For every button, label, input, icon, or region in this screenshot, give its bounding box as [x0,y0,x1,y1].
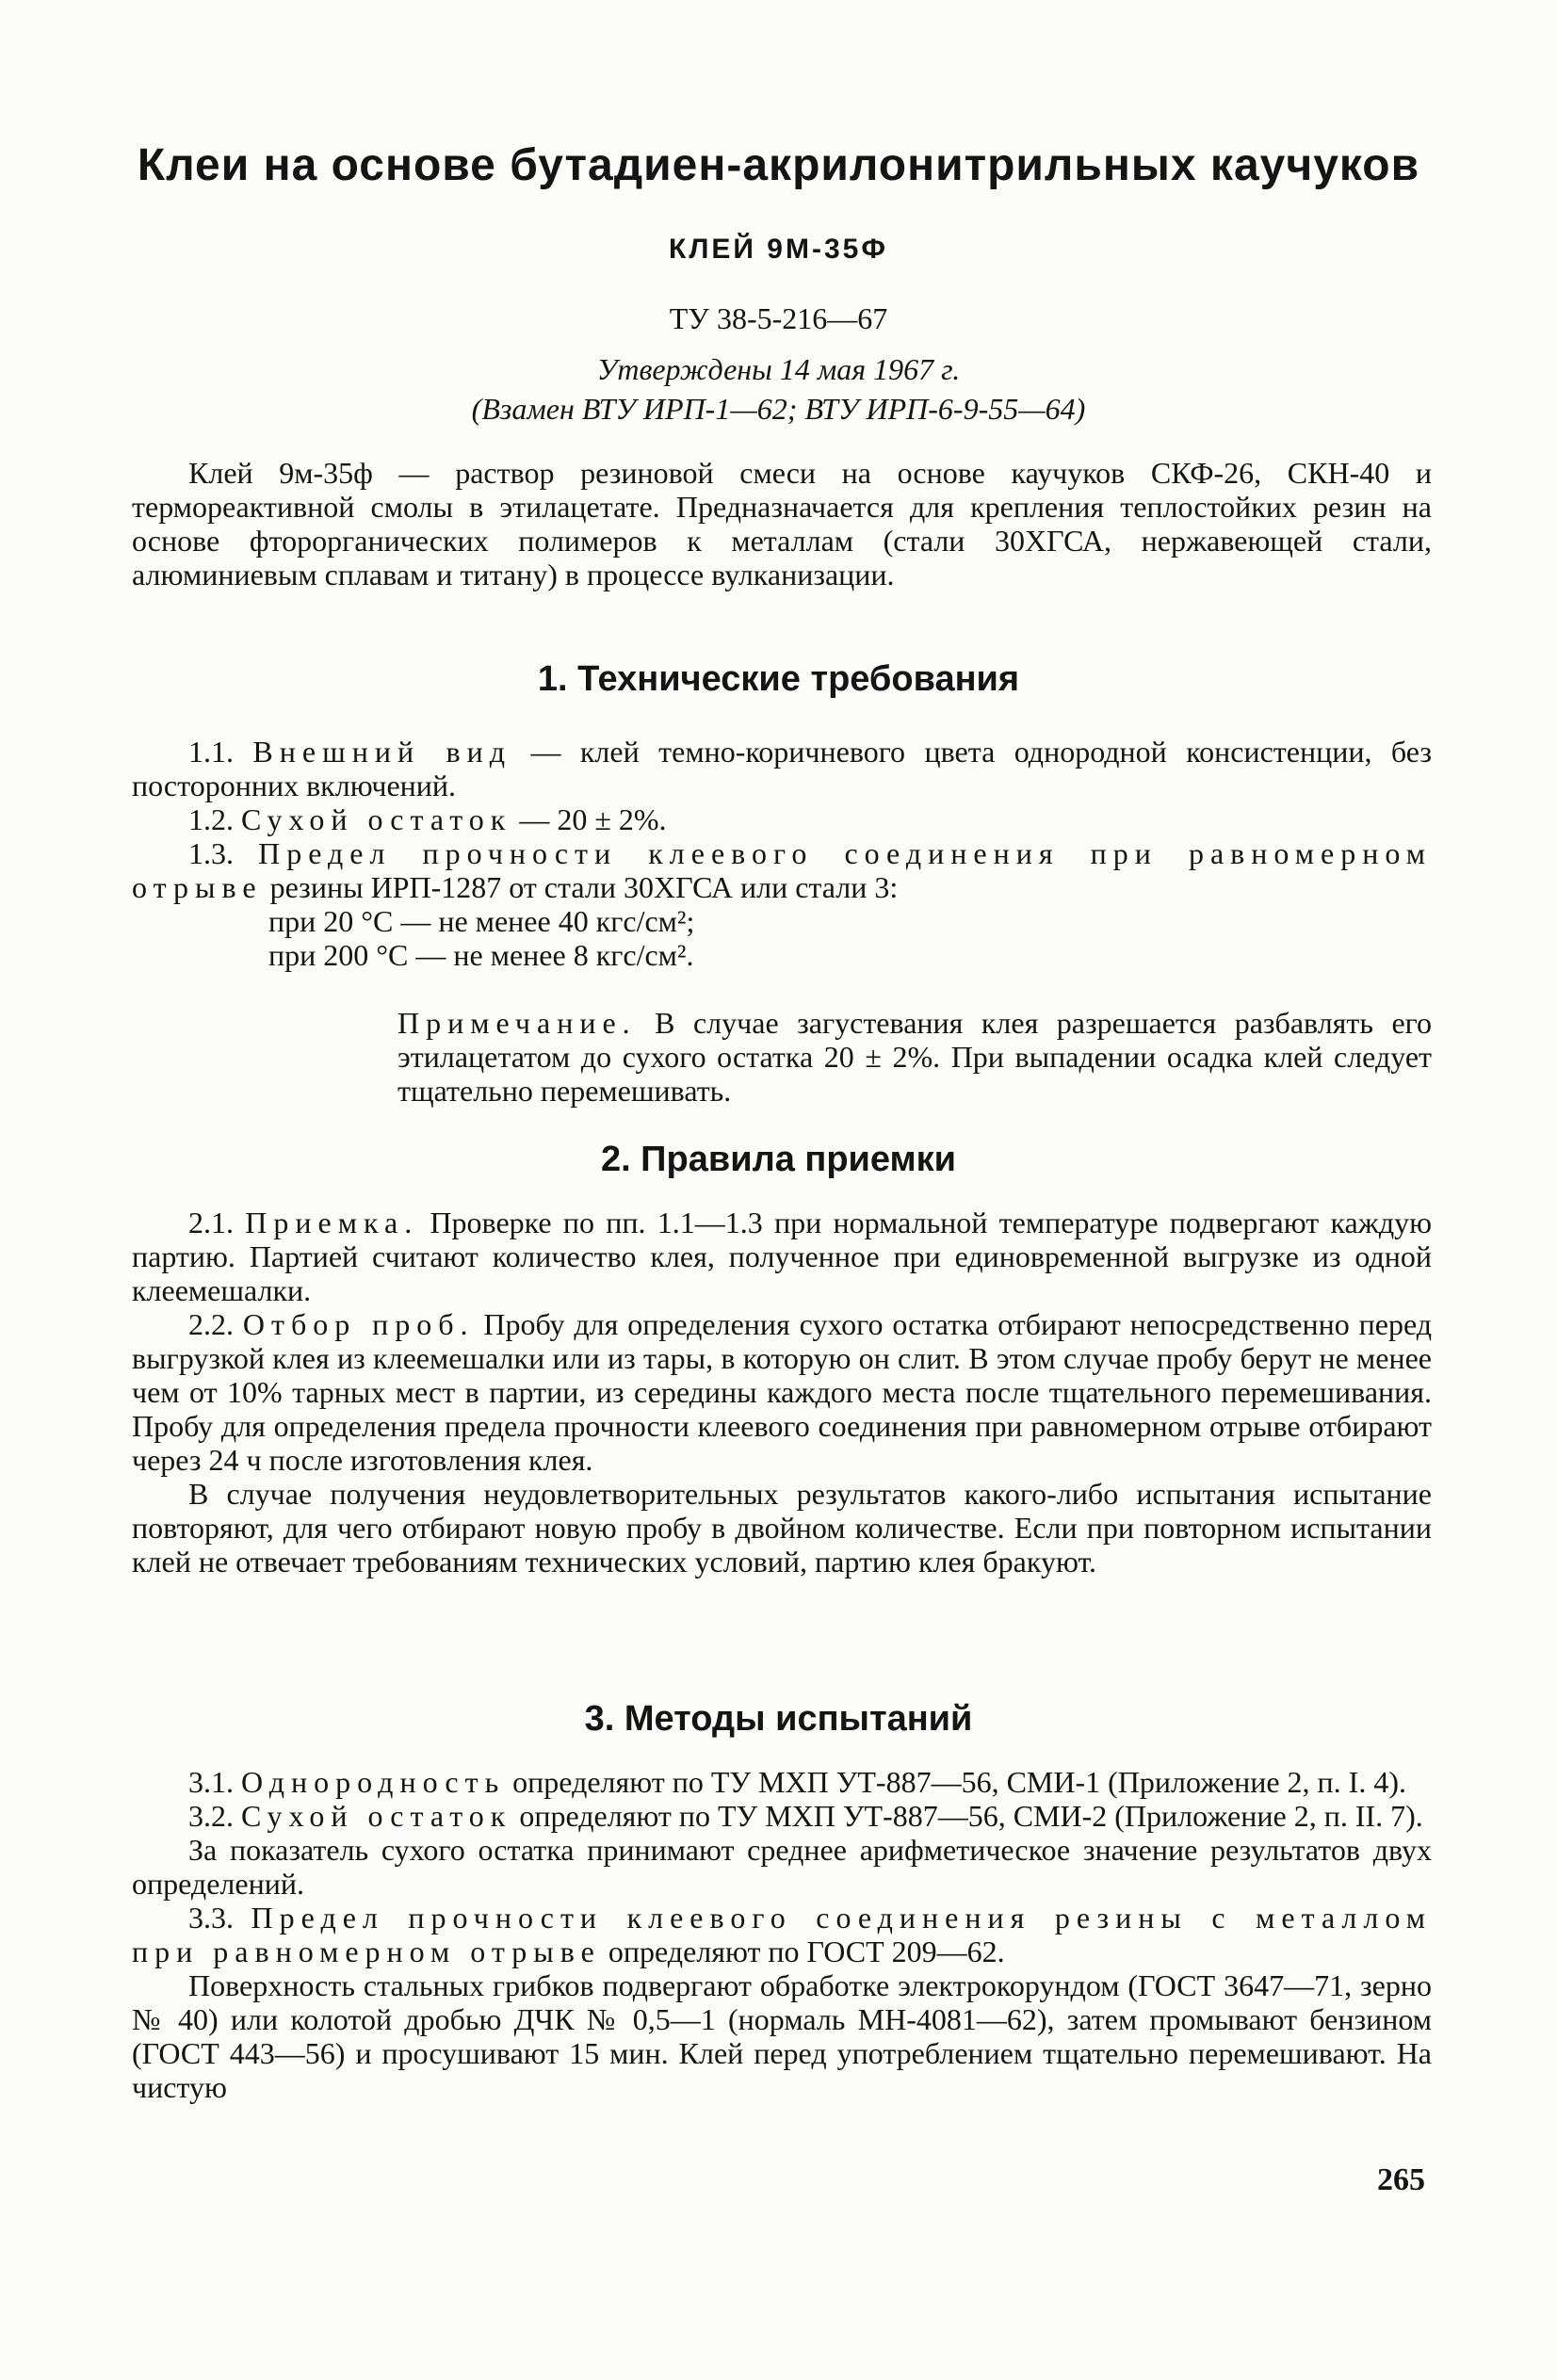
item-text: — 20 ± 2%. [511,802,667,836]
item-number: 3.3. [188,1901,234,1935]
note-text: В случае загустевания клея разрешается разбавлять его этилацетатом до сухого остатка 20 ± 2%. При выпадении осадка клей следует тщательно перемешивать. [397,1006,1432,1108]
item-number: 2.1. [188,1206,234,1239]
item-text: резины ИРП-1287 от стали 30ХГСА или стали 3: [262,870,899,904]
product-title: КЛЕЙ 9М-35Ф [669,234,888,265]
item-text: Проверке по пп. 1.1—1.3 при нормальной температуре подвергают каждую партию. Партией считают количество клея, полученное при единовременной выгрузке из одной клеемешалки. [132,1206,1433,1307]
dry-residue-paragraph: За показатель сухого остатка принимают среднее арифметическое значение результатов двух определений. [132,1833,1432,1901]
intro-block [132,456,1432,591]
replaces-note: (Взамен ВТУ ИРП-1—62; ВТУ ИРП-6-9-55—64) [471,392,1086,426]
item-2-1 [132,1206,1432,1307]
item-term: Однородность [241,1765,506,1799]
page-number: 265 [1377,2162,1425,2197]
item-term: Предел прочности клеевого соединения при равномерном отрыве [132,836,1433,904]
item-number: 3.2. [188,1799,234,1833]
item-term: Сухой остаток [241,802,512,836]
item-text: определяют по ГОСТ 209—62. [600,1935,1005,1968]
item-number: 3.1. [188,1765,234,1799]
item-term: Отбор проб. [242,1307,475,1341]
item-text: Пробу для определения сухого остатка отбирают непосредственно перед выгрузкой клея из клеемешалки или из тары, в которую он слит. В этом случае пробу берут не менее чем от 10% тарных мест в партии, из середины каждого места после тщательного перемешивания. Пробу для определения предела прочности клеевого соединения при равномерном отрыве отбирают через 24 ч после изготовления клея. [132,1307,1433,1477]
section-title-2: 2. Правила приемки [600,1140,957,1179]
item-1-1 [132,735,1432,802]
intro-paragraph: Клей 9м-35ф — раствор резиновой смеси на основе каучуков СКФ-26, СКН-40 и термореактивной смолы в этилацетате. Предназначается для крепления теплостойких резин на основе фторорганических полимеров к металлам (стали 30ХГСА, нержавеющей стали, алюминиевым сплавам и титану) в процессе вулканизации. [132,456,1432,591]
rejection-paragraph: В случае получения неудовлетворительных результатов какого-либо испытания испытание повторяют, для чего отбирают новую пробу в двойном количестве. Если при повторном испытании клей не отвечает требованиям технических условий, партию клея бракуют. [132,1477,1432,1579]
item-1-2 [132,802,1432,836]
section-1-body [132,735,1432,1108]
section-2-body [132,1206,1432,1579]
formula-200c: при 200 °С — не менее 8 кгс/см². [268,938,694,972]
note-term: Примечание. [397,1006,637,1040]
item-number: 2.2. [188,1307,234,1341]
item-3-2 [132,1799,1432,1833]
surface-prep-paragraph: Поверхность стальных грибков подвергают обработке электрокорундом (ГОСТ 3647—71, зерно № 40) или колотой дробью ДЧК № 0,5—1 (нормаль МН-4081—62), затем промывают бензином (ГОСТ 443—56) и просушивают 15 мин. Клей перед употреблением тщательно перемешивают. На чистую [132,1968,1432,2104]
item-2-2 [132,1307,1432,1477]
section-3-body [132,1765,1432,2104]
item-3-1 [132,1765,1432,1799]
item-text: — клей темно-коричневого цвета однородной консистенции, без посторонних включений. [132,735,1433,802]
note [132,1006,1432,1108]
section-title-1: 1. Технические требования [537,659,1020,699]
document-title: Клеи на основе бутадиен-акрилонитрильных каучуков [137,140,1420,190]
spec-number: ТУ 38-5-216—67 [669,301,888,335]
section-title-3: 3. Методы испытаний [584,1699,973,1739]
item-term: Внешний вид [252,735,512,769]
item-text: определяют по ТУ МХП УТ-887—56, СМИ-1 (Приложение 2, п. I. 4). [505,1765,1406,1799]
approval-date: Утверждены 14 мая 1967 г. [596,352,961,386]
item-term: Приемка. [245,1206,419,1239]
item-3-3 [132,1901,1432,1968]
item-number: 1.3. [188,836,234,870]
item-term: Сухой остаток [241,1799,512,1833]
item-1-3 [132,836,1432,904]
item-term: Предел прочности клеевого соединения резины с металлом при равномерном отрыве [132,1901,1433,1968]
formula-20c: при 20 °С — не менее 40 кгс/см²; [268,904,695,938]
item-text: определяют по ТУ МХП УТ-887—56, СМИ-2 (Приложение 2, п. II. 7). [511,1799,1423,1833]
item-number: 1.2. [188,802,234,836]
item-number: 1.1. [188,735,234,769]
